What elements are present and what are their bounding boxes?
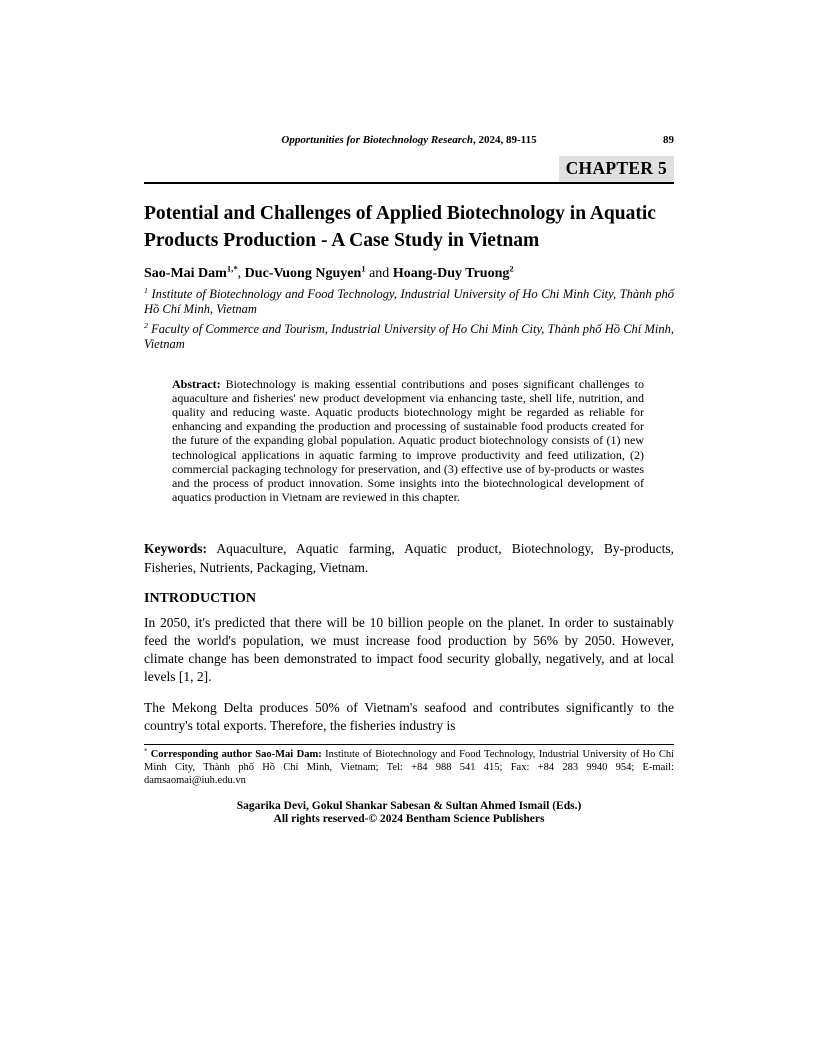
introduction-paragraph-1: In 2050, it's predicted that there will be 10 billion people on the planet. In order to sustainably feed the world's population, we must increase food production by 56% by 2050. However, climate change has been demonstrated to impact food security globally, negatively, and at local levels [1, 2]. xyxy=(144,615,674,685)
keywords-text: Aquaculture, Aquatic farming, Aquatic product, Biotechnology, By-products, Fisheries, Nutrients, Packaging, Vietnam. xyxy=(144,541,674,575)
footnote-text: Institute of Biotechnology and Food Technology, Industrial University of Ho Chi Minh City, Thành phố Hồ Chí Minh, Vietnam; Tel: +84 988 541 415; Fax: +84 283 9940 954; E-mail: damsaomai@iuh.edu.vn xyxy=(144,749,674,786)
keywords-block xyxy=(144,540,674,577)
page-content xyxy=(144,133,674,827)
authors-separator-2: and xyxy=(365,265,393,281)
footnote-asterisk: * xyxy=(144,747,148,755)
abstract-label: Abstract: xyxy=(172,376,221,391)
author-3-name: Hoang-Duy Truong xyxy=(392,265,510,281)
affiliation-2-text: Faculty of Commerce and Tourism, Industrial University of Ho Chi Minh City, Thành phố Hồ Chí Minh, Vietnam xyxy=(144,321,674,351)
authors-line xyxy=(144,262,674,282)
affiliation-1-superscript: 1 xyxy=(144,285,148,295)
running-header xyxy=(144,133,674,147)
abstract-block xyxy=(172,377,674,505)
copyright-line: All rights reserved-© 2024 Bentham Science Publishers xyxy=(273,813,545,826)
abstract-text: Biotechnology is making essential contributions and poses significant challenges to aquaculture and fisheries' new product development via enhancing taste, shell life, nutrition, and quality and reducing waste. Aquatic products biotechnology might be regarded as reliable for enhancing and expanding the production and processing of sustainable food products created for the future of the expanding global population. Aquatic product biotechnology consists of (1) new technological applications in aquatic farming to improve productivity and feed utilization, (2) commercial packaging technology for preservation, and (3) effective use of by-products or wastes and the process of product innovation. Some insights into the biotechnological development of aquatics production in Vietnam are reviewed in this chapter. xyxy=(172,376,644,505)
chapter-header-rule xyxy=(144,156,674,184)
journal-title: Opportunities for Biotechnology Research xyxy=(281,134,474,146)
affiliation-2-superscript: 2 xyxy=(144,320,148,330)
introduction-paragraph-2: The Mekong Delta produces 50% of Vietnam's seafood and contributes significantly to the country's total exports. Therefore, the fisheries industry is xyxy=(144,700,674,734)
journal-ref-detail: , 2024, 89-115 xyxy=(473,134,537,146)
corresponding-author-footnote xyxy=(144,744,674,787)
affiliation-1 xyxy=(144,287,674,318)
introduction-heading: INTRODUCTION xyxy=(144,591,257,607)
affiliation-1-text: Institute of Biotechnology and Food Technology, Industrial University of Ho Chi Minh City, Thành phố Hồ Chí Minh, Vietnam xyxy=(144,286,674,316)
author-1-superscript: 1,* xyxy=(226,262,238,273)
journal-reference xyxy=(281,134,536,146)
author-3-superscript: 2 xyxy=(509,262,514,273)
keywords-label: Keywords: xyxy=(144,541,207,557)
author-2-name: Duc-Vuong Nguyen xyxy=(244,265,362,281)
publisher-note xyxy=(144,800,674,827)
author-1-name: Sao-Mai Dam xyxy=(144,265,227,281)
authors-separator-1: , xyxy=(237,265,245,281)
footnote-label: Corresponding author Sao-Mai Dam: xyxy=(147,749,322,761)
editors-line: Sagarika Devi, Gokul Shankar Sabesan & Sultan Ahmed Ismail (Eds.) xyxy=(236,799,582,812)
chapter-badge: CHAPTER 5 xyxy=(559,156,674,182)
affiliation-2 xyxy=(144,322,674,353)
page-number: 89 xyxy=(663,134,674,146)
chapter-title: Potential and Challenges of Applied Biotechnology in Aquatic Products Production - A Case Study in Vietnam xyxy=(144,202,656,251)
author-2-superscript: 1 xyxy=(361,262,366,273)
